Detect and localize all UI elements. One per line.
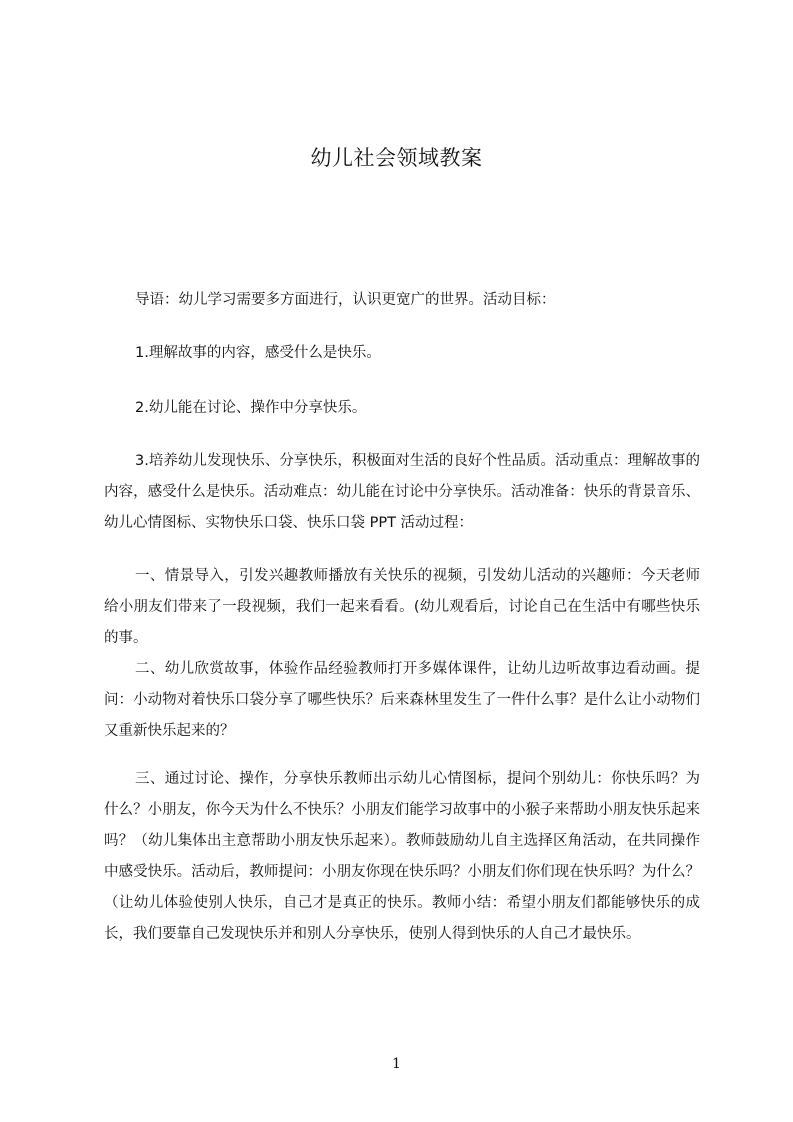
paragraph-step-1: 一、情景导入，引发兴趣教师播放有关快乐的视频，引发幼儿活动的兴趣师：今天老师给小朋友们带来了一段视频，我们一起来看看。(幼儿观看后，讨论自己在生活中有哪些快乐的事。 (104, 568, 700, 646)
paragraph-step-3: 三、通过讨论、操作，分享快乐教师出示幼儿心情图标，提问个别幼儿：你快乐吗？为什么？小朋友，你今天为什么不快乐？小朋友们能学习故事中的小猴子来帮助小朋友快乐起来吗？（幼儿集体出主意帮助小朋友快乐起来）。教师鼓励幼儿自主选择区角活动，在共同操作中感受快乐。活动后，教师提问：小朋友你现在快乐吗？小朋友们你们现在快乐吗？为什么？（让幼儿体验使别人快乐，自己才是真正的快乐。教师小结：希望小朋友们都能够快乐的成长，我们要靠自己发现快乐并和别人分享快乐，使别人得到快乐的人自己才最快乐。 (104, 771, 700, 942)
paragraph-intro: 导语：幼儿学习需要多方面进行，认识更宽广的世界。活动目标： (135, 292, 556, 308)
page-number: 1 (392, 1056, 401, 1072)
paragraph-goal-1: 1.理解故事的内容，感受什么是快乐。 (135, 345, 381, 361)
paragraph-goal-2: 2.幼儿能在讨论、操作中分享快乐。 (135, 400, 367, 416)
paragraph-step-2: 二、幼儿欣赏故事，体验作品经验教师打开多媒体课件，让幼儿边听故事边看动画。提问：小动物对着快乐口袋分享了哪些快乐？后来森林里发生了一件什么事？是什么让小动物们又重新快乐起来的？ (104, 661, 700, 739)
page-title: 幼儿社会领域教案 (310, 146, 483, 170)
paragraph-goal-3: 3.培养幼儿发现快乐、分享快乐，积极面对生活的良好个性品质。活动重点：理解故事的内容，感受什么是快乐。活动难点：幼儿能在讨论中分享快乐。活动准备：快乐的背景音乐、幼儿心情图标、实物快乐口袋、快乐口袋 PPT 活动过程： (104, 453, 700, 531)
